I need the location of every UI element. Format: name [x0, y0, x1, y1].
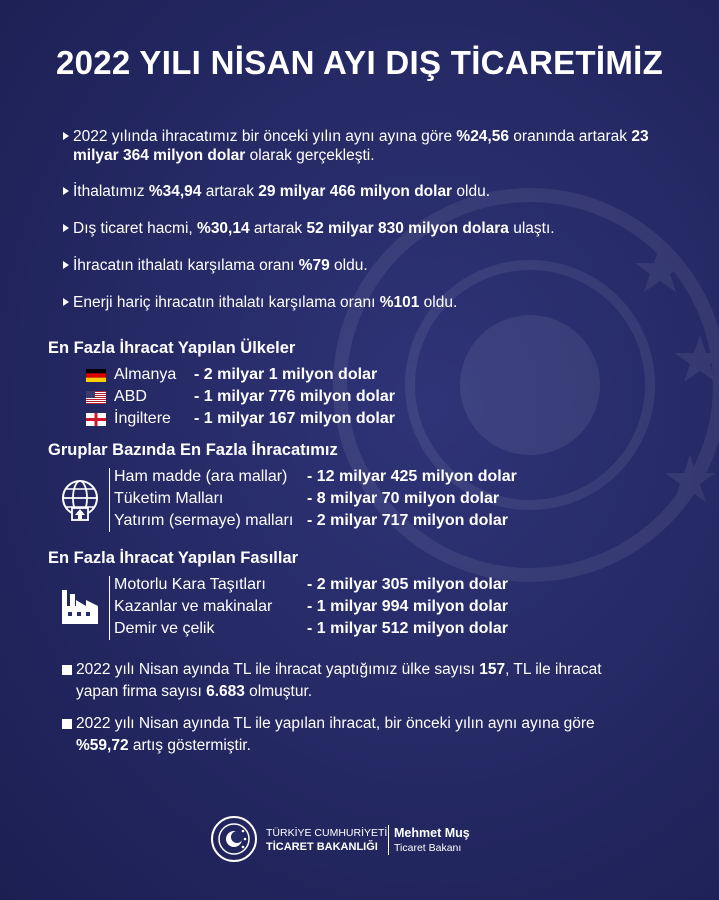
usa-flag-icon	[86, 391, 106, 404]
country-name: İngiltere	[114, 410, 171, 427]
square-bullet-icon	[62, 665, 72, 675]
country-value: - 1 milyar 167 milyon dolar	[194, 410, 395, 427]
groups-heading: Gruplar Bazında En Fazla İhracatımız	[48, 441, 338, 459]
divider	[109, 576, 110, 640]
chapters-block	[58, 576, 558, 644]
triangle-bullet-icon	[63, 298, 69, 306]
bullet-trade-volume: Dış ticaret hacmi, %30,14 artarak 52 milyar 830 milyon dolara ulaştı.	[63, 219, 663, 238]
group-value: - 12 milyar 425 milyon dolar	[307, 468, 517, 485]
countries-heading: En Fazla İhracat Yapılan Ülkeler	[48, 339, 296, 357]
group-row: Ham madde (ara mallar)	[114, 468, 288, 485]
triangle-bullet-icon	[63, 132, 69, 140]
chapter-row: Kazanlar ve makinalar	[114, 598, 273, 615]
footer-divider	[388, 825, 389, 855]
ministry-logo-icon	[210, 815, 258, 863]
footer	[210, 815, 510, 865]
divider	[109, 468, 110, 532]
note-tl-exports-growth: 2022 yılı Nisan ayında TL ile yapılan ihracat, bir önceki yılın aynı ayına göre %59,72 artış göstermiştir.	[62, 713, 622, 757]
country-value: - 2 milyar 1 milyon dolar	[194, 366, 378, 383]
triangle-bullet-icon	[63, 187, 69, 195]
group-row: Tüketim Malları	[114, 490, 224, 507]
chapter-value: - 1 milyar 512 milyon dolar	[307, 620, 508, 637]
group-row: Yatırım (sermaye) malları	[114, 512, 294, 529]
bullet-coverage-ratio: İhracatın ithalatı karşılama oranı %79 oldu.	[63, 256, 663, 275]
page-title: 2022 YILI NİSAN AYI DIŞ TİCARETİMİZ	[55, 44, 664, 81]
country-name: ABD	[114, 388, 147, 405]
england-flag-icon	[86, 413, 106, 426]
bullet-imports: İthalatımız %34,94 artarak 29 milyar 466 milyon dolar oldu.	[63, 182, 663, 201]
note-tl-exports-count: 2022 yılı Nisan ayında TL ile ihracat yaptığımız ülke sayısı 157, TL ile ihracat yapan firma sayısı 6.683 olmuştur.	[62, 659, 622, 703]
chapter-row: Demir ve çelik	[114, 620, 215, 637]
chapter-value: - 2 milyar 305 milyon dolar	[307, 576, 508, 593]
globe-export-icon	[58, 478, 102, 522]
country-name: Almanya	[114, 366, 177, 383]
summary-bullets	[63, 127, 663, 312]
bullet-exports: 2022 yılında ihracatımız bir önceki yılın aynı ayına göre %24,56 oranında artarak 23 milyar 364 milyon dolar olarak gerçekleşti.	[63, 127, 663, 165]
country-value: - 1 milyar 776 milyon dolar	[194, 388, 395, 405]
chapter-value: - 1 milyar 994 milyon dolar	[307, 598, 508, 615]
germany-flag-icon	[86, 369, 106, 382]
chapters-heading: En Fazla İhracat Yapılan Fasıllar	[48, 549, 299, 567]
group-value: - 8 milyar 70 milyon dolar	[307, 490, 500, 507]
groups-block	[58, 468, 558, 536]
group-value: - 2 milyar 717 milyon dolar	[307, 512, 508, 529]
triangle-bullet-icon	[63, 261, 69, 269]
factory-icon	[58, 584, 102, 628]
minister-title: Ticaret Bakanı	[394, 842, 462, 854]
minister-name: Mehmet Muş	[394, 826, 470, 840]
bullet-energy-excluded-ratio: Enerji hariç ihracatın ithalatı karşılama oranı %101 oldu.	[63, 293, 663, 312]
triangle-bullet-icon	[63, 224, 69, 232]
chapter-row: Motorlu Kara Taşıtları	[114, 576, 266, 593]
org-name-line2: TİCARET BAKANLIĞI	[266, 841, 378, 853]
square-bullet-icon	[62, 719, 72, 729]
org-name-line1: TÜRKİYE CUMHURİYETİ	[266, 827, 388, 839]
